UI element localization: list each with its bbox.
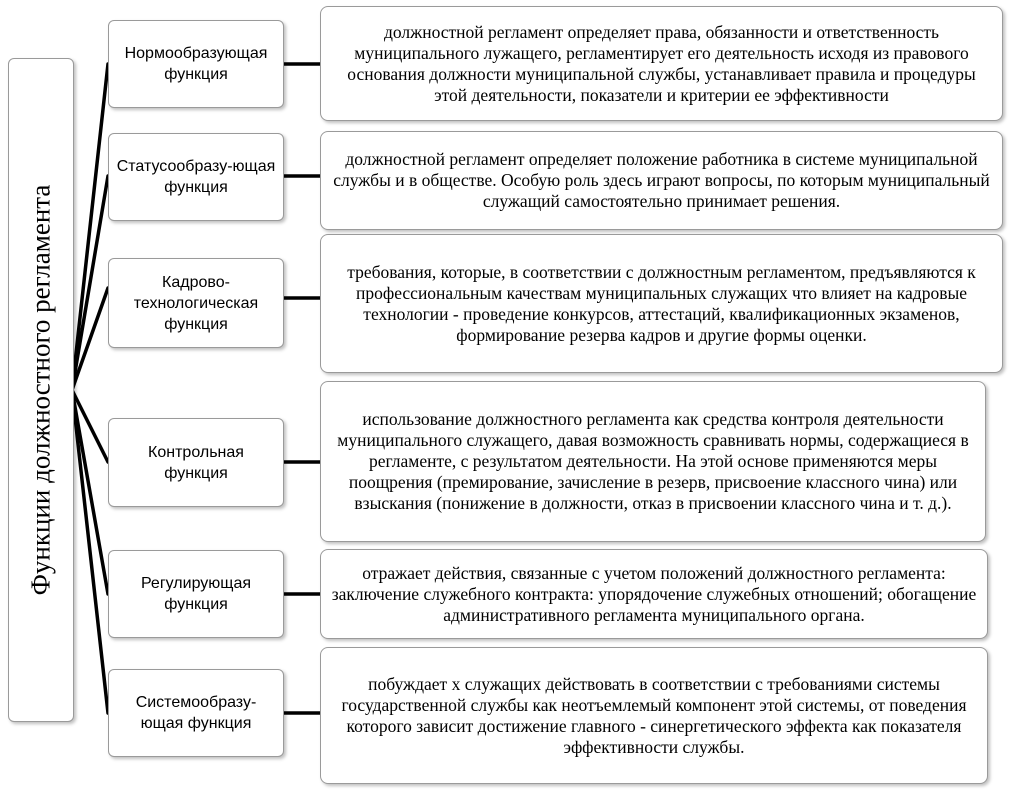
- description-box-control: использование должностного регламента как средства контроля деятельности муниципального служащего, давая возможность сравнивать нормы, содержащиеся в регламенте, с результатом деятельности. На этой основе применяются меры поощрения (премирование, зачисление в резерв, присвоение классного чина) или взыскания (понижение в должности, отказ в присвоении классного чина и т. д.).: [320, 381, 986, 542]
- description-box-status: должностной регламент определяет положение работника в системе муниципальной службы и в обществе. Особую роль здесь играют вопросы, по которым муниципальный служащий самостоятельно принимает решения.: [320, 131, 1003, 230]
- function-box-normative: Нормообразующая функция: [108, 20, 284, 108]
- function-box-control: Контрольная функция: [108, 418, 284, 507]
- root-node: [8, 58, 74, 722]
- function-box-personnel: Кадрово-технологическая функция: [108, 258, 284, 348]
- function-box-regulating: Регулирующая функция: [108, 550, 284, 638]
- branch-line-2: [72, 176, 108, 390]
- function-box-system: Системообразу-ющая функция: [108, 669, 284, 757]
- description-box-regulating: отражает действия, связанные с учетом положений должностного регламента: заключение служебного контракта: упорядочение служебных отношений; обогащение административного регламента муниципального органа.: [320, 549, 988, 639]
- description-box-personnel: требования, которые, в соответствии с должностным регламентом, предъявляются к профессиональным качествам муниципальных служащих что влияет на кадровые технологии - проведение конкурсов, аттестаций, квалификационных экзаменов, формирование резерва кадров и другие формы оценки.: [320, 234, 1003, 373]
- root-title: Функции должностного регламента: [25, 184, 56, 596]
- description-box-normative: должностной регламент определяет права, обязанности и ответственность муниципального лужащего, регламентирует его деятельность исходя из правового основания должности муниципальной службы, устанавливает правила и процедуры этой деятельности, показатели и критерии ее эффективности: [320, 6, 1003, 121]
- description-box-system: побуждает х служащих действовать в соответствии с требованиями системы государственной службы как неотъемлемый компонент этой системы, от поведения которого зависит достижение главного - синергетического эффекта как показателя эффективности службы.: [320, 647, 988, 784]
- function-box-status: Статусообразу-ющая функция: [108, 133, 284, 221]
- branch-line-6: [72, 390, 108, 713]
